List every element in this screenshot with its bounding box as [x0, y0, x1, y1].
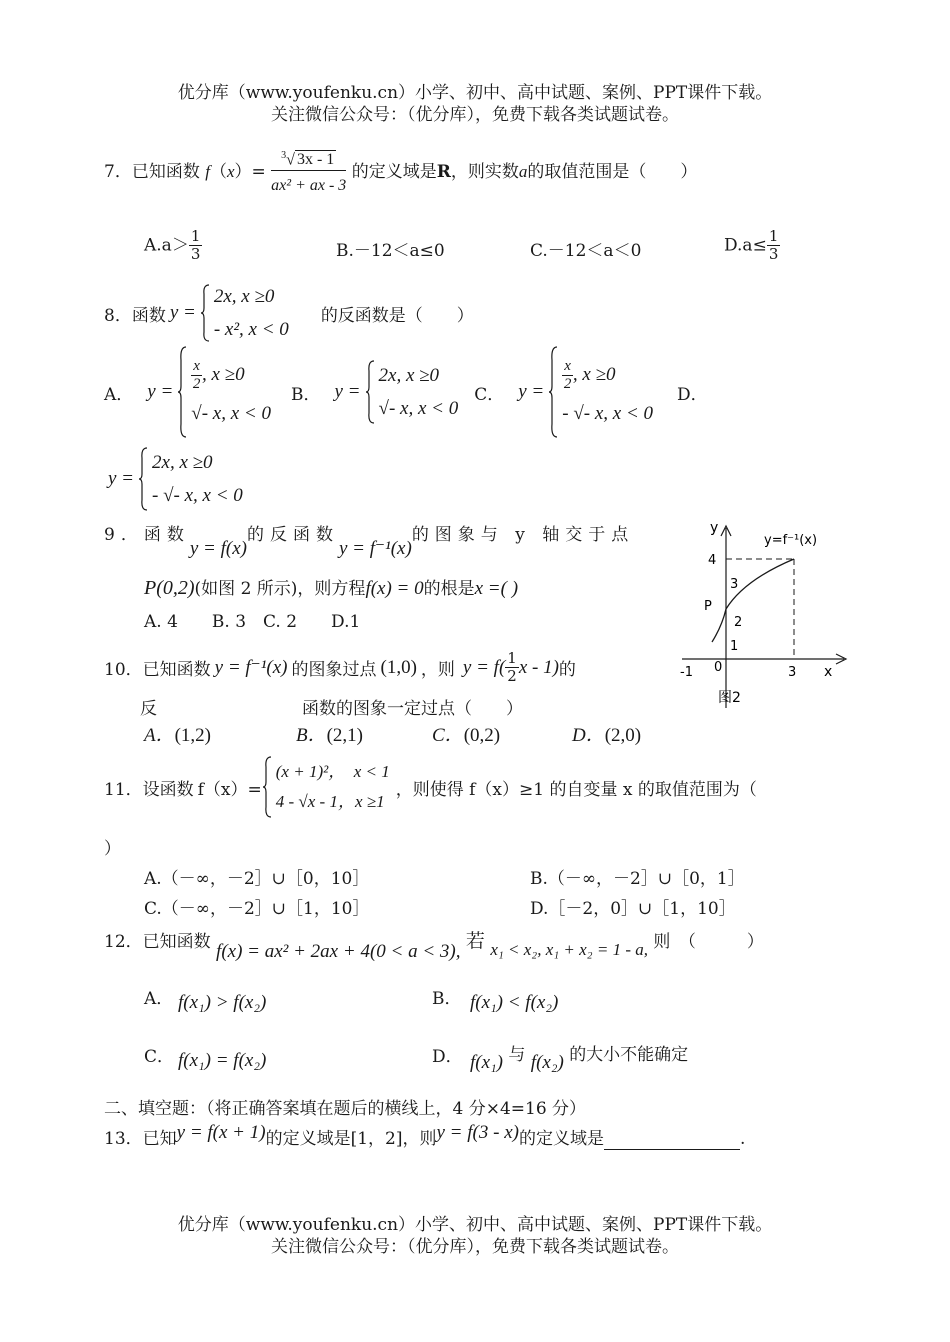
brace-icon — [365, 360, 375, 424]
q11-option-d: D.［－2，0］∪［1，10］ — [530, 899, 736, 919]
tick-2: 2 — [734, 615, 743, 630]
question-9-line-1: 9．函数y = f(x)的反函数y = f⁻¹(x)的图象与 y 轴交于点 — [104, 525, 635, 559]
tick-3-y: 3 — [730, 577, 739, 592]
q11-option-a: A.（－∞，－2］∪［0，10］ — [144, 869, 370, 889]
q7-option-c: C.－12＜a＜0 — [530, 241, 642, 261]
q8-y: y = — [169, 302, 196, 324]
q8-option-a-label: A． — [104, 384, 134, 405]
q12-option-a-label: A． — [144, 989, 174, 1009]
question-7: 7．已知函数 f（x）= $\frac{^3√ 3x - 1}{\text{ax² + ax - 3}}$ 的定义域是R，则实数a的取值范围是（ ） — [104, 150, 698, 194]
footer-line-1: 优分库（www.youfenku.cn）小学、初中、高中试题、案例、PPT课件下载。 — [177, 1215, 773, 1235]
q8-option-c-label: C． — [474, 384, 505, 405]
question-11: 11．设函数 f（x）= (x + 1)²， x < 1 4 - √x - 1，x ≥1 ，则使得 f（x）≥1 的自变量 x 的取值范围为（ — [104, 756, 757, 818]
q10-option-c: C．(0,2) — [432, 725, 501, 746]
section-2-title: 二、填空题：（将正确答案填在题后的横线上，4 分×4=16 分） — [104, 1099, 587, 1119]
q12-option-c-label: C． — [144, 1047, 175, 1067]
q8-option-d: y = 2x, x ≥0 - √- x, x < 0 — [108, 446, 243, 513]
q7-fraction — [271, 150, 346, 195]
q8-prefix: 8．函数 — [104, 305, 166, 326]
question-10-line-2b: 函数的图象一定过点（ ） — [302, 699, 523, 719]
curve-label: y=f⁻¹(x) — [764, 533, 818, 548]
q12-option-b: f(x₁) < f(x₂) — [470, 992, 559, 1013]
q11-option-b: B.（－∞，－2］∪［0，1］ — [530, 869, 745, 889]
q8-option-b-label: B． — [291, 384, 321, 405]
footer-line-2: 关注微信公众号：（优分库），免费下载各类试题试卷。 — [271, 1237, 679, 1257]
brace-icon — [177, 346, 187, 438]
q10-option-d: D．(2,0) — [572, 725, 642, 746]
q12-option-a: f(x₁) > f(x₂) — [178, 992, 267, 1013]
question-8 — [104, 280, 474, 347]
question-9-line-2: P(0,2)(如图 2 所示)，则方程f(x) = 0的根是x =( ) — [144, 577, 519, 599]
q7-option-b: B.－12＜a≤0 — [336, 241, 445, 261]
figure-caption: 图2 — [718, 690, 741, 706]
q8-suffix: 的反函数是（ ） — [320, 305, 474, 326]
q12-option-d-label: D． — [432, 1047, 463, 1067]
tick-3-x: 3 — [788, 665, 797, 680]
tick-4: 4 — [708, 553, 717, 568]
brace-icon — [200, 284, 210, 342]
x-axis-label: x — [824, 664, 833, 680]
tick-0: 0 — [714, 660, 723, 675]
q7-suffix-c: 的取值范围是（ ） — [527, 162, 698, 183]
q7-suffix-a: 的定义域是 — [351, 162, 437, 183]
q7-option-d: D.a≤ $\frac{1}{3}$ — [724, 227, 779, 264]
q7-numerator: $^3$√ 3x - 1 — [271, 150, 346, 171]
q9-options: A. 4 B. 3 C. 2 D.1 — [144, 612, 361, 632]
header-line-1: 优分库（www.youfenku.cn）小学、初中、高中试题、案例、PPT课件下载。 — [177, 83, 773, 103]
q11-close: ） — [104, 839, 121, 859]
q7-R: R — [436, 162, 451, 183]
q7-a: a — [518, 162, 528, 182]
q13-answer-blank — [604, 1133, 740, 1150]
q12-option-b-label: B． — [432, 989, 462, 1009]
header-line-2: 关注微信公众号：（优分库），免费下载各类试题试卷。 — [271, 105, 679, 125]
q8-cases: 2x, x ≥0 - x², x < 0 — [200, 280, 289, 347]
q8-option-d-label: D． — [677, 384, 708, 405]
q7-f: f — [205, 162, 210, 182]
question-12: 12．已知函数 f(x) = ax² + 2ax + 4(0 < a < 3), 若 x₁ < x₂, x₁ + x₂ = 1 - a, 则 （ ） — [104, 930, 764, 962]
question-13: 13．已知y = f(x + 1)的定义域是[1，2]，则y = f(3 - x)的定义域是 . — [104, 1122, 746, 1149]
tick-1: 1 — [730, 639, 739, 654]
q10-option-a: A．(1,2) — [144, 725, 212, 746]
q11-option-c: C.（－∞，－2］∪［1，10］ — [144, 899, 370, 919]
tick-neg1: -1 — [680, 665, 693, 680]
question-10-line-2a: 反 — [140, 699, 157, 719]
q8-option-b: 2x, x ≥0 √- x, x < 0 — [365, 359, 459, 426]
brace-icon — [262, 756, 272, 818]
brace-icon — [138, 447, 148, 511]
q7-prefix: 7．已知函数 — [104, 162, 200, 183]
brace-icon — [548, 346, 558, 438]
question-10-line-1: 10．已知函数 y = f⁻¹(x) 的图象过点 (1,0) ，则 y = f( $\frac{1}{2}$ x - 1) 的 — [104, 649, 576, 686]
q12-option-c: f(x₁) = f(x₂) — [178, 1050, 267, 1071]
q7-suffix-b: ，则实数 — [450, 162, 519, 183]
inverse-curve — [712, 559, 794, 642]
q10-option-b: B．(2,1) — [296, 725, 364, 746]
q8-option-c: $\frac{x}{2}$ , x ≥0 - √- x, x < 0 — [548, 346, 653, 438]
q7-x: x — [226, 162, 235, 182]
q8-options-row: A． y = $\frac{x}{2}$ , x ≥0 √- x, x < 0 B． y = 2x, x ≥0 √- x, x < 0 C． y = $\frac{x}{2}$ , x ≥0 - √- x, x < 0 D． — [104, 346, 708, 438]
q8-option-a: $\frac{x}{2}$ , x ≥0 √- x, x < 0 — [177, 346, 271, 438]
q7-denominator: ax² + ax - 3 — [271, 176, 347, 194]
y-axis-label: y — [710, 520, 719, 536]
q12-option-d: f(x₁) 与 f(x₂) 的大小不能确定 — [470, 1045, 689, 1073]
p-label: P — [704, 599, 712, 614]
q7-option-a: A.a＞ $\frac{1}{3}$ — [144, 227, 201, 264]
figure-2-graph — [678, 518, 850, 710]
